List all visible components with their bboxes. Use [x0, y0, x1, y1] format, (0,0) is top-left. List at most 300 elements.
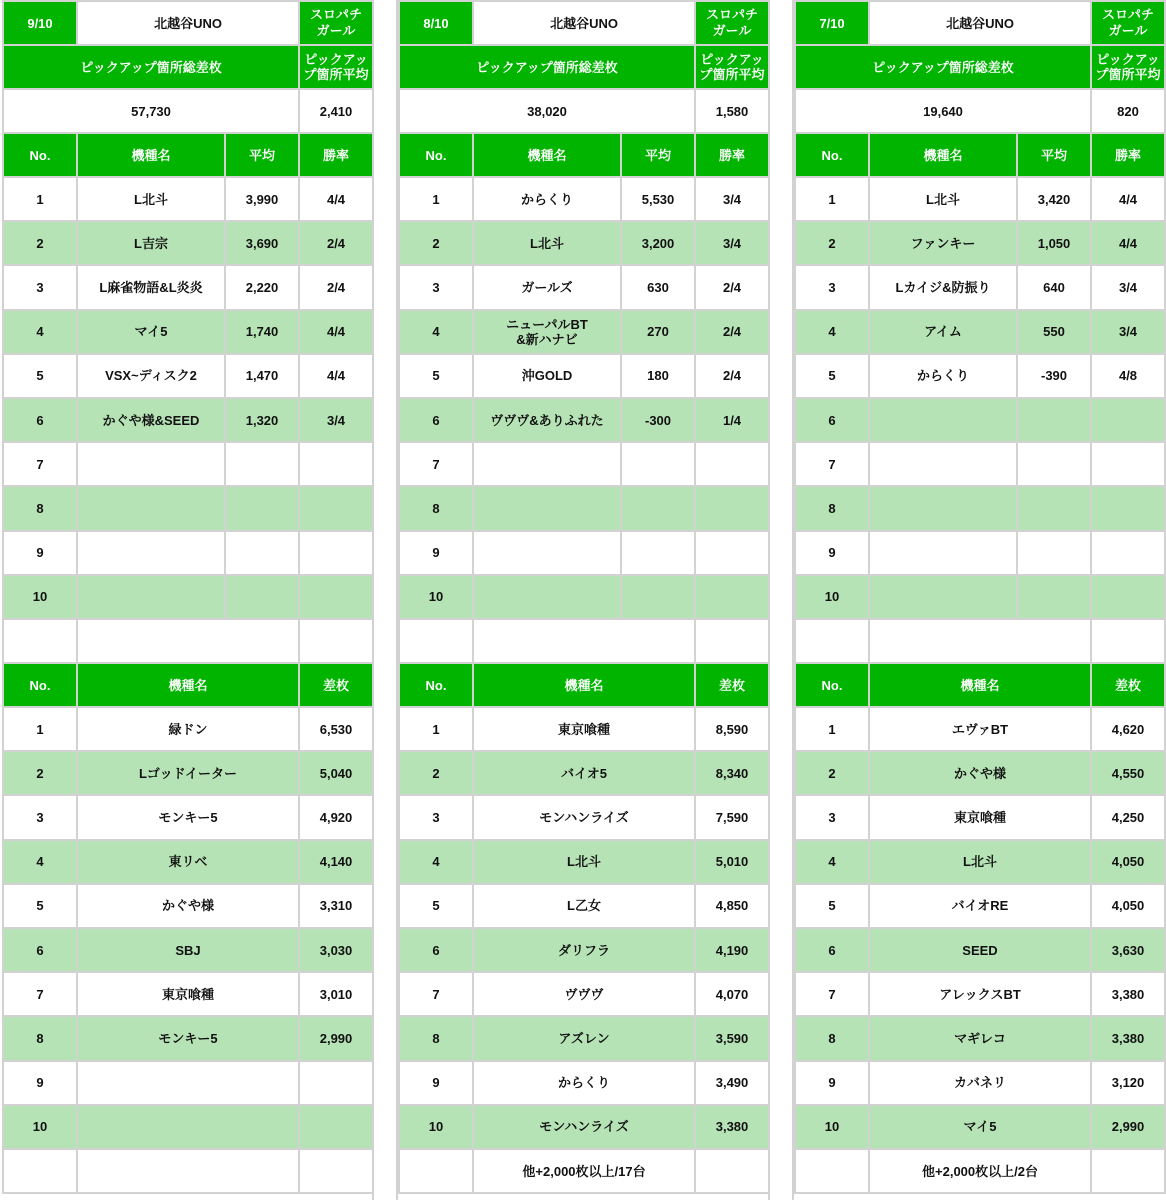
row-diff-text: 2,990	[319, 1030, 353, 1046]
col-no-header	[3, 663, 77, 707]
table-row	[399, 442, 769, 486]
row-no	[3, 972, 77, 1016]
row-no-text: 2	[36, 235, 44, 251]
row-no-text: 6	[432, 942, 440, 958]
row-diff	[299, 1016, 373, 1060]
row-diff-text: 4,050	[1111, 854, 1145, 870]
row-no-text: 2	[828, 765, 836, 781]
footer-note	[77, 1149, 299, 1193]
row-no-text: 8	[828, 1030, 836, 1046]
table-row	[3, 265, 373, 309]
row-winrate	[299, 442, 373, 486]
row-model	[473, 398, 621, 442]
table-row	[795, 486, 1165, 530]
row-no	[795, 1105, 869, 1149]
col-model-header-text: 機種名	[564, 677, 604, 693]
row-no	[3, 442, 77, 486]
row-model-text: L吉宗	[134, 235, 168, 251]
row-avg	[1017, 575, 1091, 619]
spacer-cell	[1091, 619, 1165, 663]
pickup-avg-value	[695, 89, 769, 133]
date-badge	[795, 1, 869, 45]
row-no-text: 1	[432, 721, 440, 737]
row-no-text: 10	[32, 589, 48, 605]
row-no	[399, 840, 473, 884]
date-badge	[3, 1, 77, 45]
row-model	[869, 398, 1017, 442]
footer-spacer	[1091, 1149, 1165, 1193]
pickup-avg-header	[299, 45, 373, 89]
row-no-text: 7	[432, 986, 440, 1002]
table-row	[795, 354, 1165, 398]
row-model	[77, 531, 225, 575]
store-name-text: 北越谷UNO	[154, 15, 222, 31]
table-row	[399, 310, 769, 354]
table-row	[3, 575, 373, 619]
row-diff-text: 4,620	[1111, 721, 1145, 737]
row-no	[795, 177, 869, 221]
row-model	[869, 442, 1017, 486]
row-winrate	[299, 531, 373, 575]
row-no	[399, 442, 473, 486]
row-model-text: VSX~ディスク2	[105, 368, 197, 384]
pickup-total-header	[3, 45, 299, 89]
pickup-table-header	[399, 133, 769, 177]
row-no-text: 7	[828, 456, 836, 472]
footer-spacer	[795, 1149, 869, 1193]
table-row	[3, 354, 373, 398]
row-avg-text: 3,990	[245, 191, 279, 207]
table-row	[795, 398, 1165, 442]
row-no	[3, 221, 77, 265]
panel-separator	[372, 0, 398, 1200]
col-diff-header	[299, 663, 373, 707]
col-model-header	[869, 133, 1017, 177]
row-no	[3, 310, 77, 354]
row-winrate	[299, 486, 373, 530]
row-winrate-text: 3/4	[722, 235, 742, 251]
col-no-header-text: No.	[821, 147, 843, 163]
row-model-text: L北斗	[134, 191, 168, 207]
row-avg-text: 1,050	[1037, 235, 1071, 251]
row-no	[399, 221, 473, 265]
date-badge	[399, 1, 473, 45]
row-avg	[1017, 354, 1091, 398]
row-avg	[621, 531, 695, 575]
row-winrate-text: 2/4	[326, 235, 346, 251]
row-diff	[695, 707, 769, 751]
pickup-total-value	[3, 89, 299, 133]
row-diff-text: 4,920	[319, 810, 353, 826]
row-winrate	[1091, 265, 1165, 309]
row-no	[399, 928, 473, 972]
row-model	[869, 884, 1091, 928]
row-no-text: 9	[432, 1075, 440, 1091]
row-avg	[1017, 398, 1091, 442]
row-no-text: 7	[828, 986, 836, 1002]
row-diff-text: 4,070	[715, 986, 749, 1002]
table-row	[3, 1105, 373, 1149]
row-avg-text: 3,420	[1037, 191, 1071, 207]
row-winrate-text: 4/8	[1118, 368, 1138, 384]
row-avg	[225, 575, 299, 619]
row-avg-text: 3,200	[641, 235, 675, 251]
row-model	[869, 751, 1091, 795]
row-no-text: 5	[36, 368, 44, 384]
table-row	[399, 486, 769, 530]
row-model	[473, 442, 621, 486]
row-model-text: L北斗	[530, 235, 564, 251]
row-diff-text: 3,380	[715, 1119, 749, 1135]
row-model	[473, 751, 695, 795]
row-diff	[695, 1061, 769, 1105]
row-diff	[695, 795, 769, 839]
row-model	[869, 486, 1017, 530]
row-model-text: バイオ5	[561, 765, 607, 781]
row-no	[795, 795, 869, 839]
pickup-total-header	[795, 45, 1091, 89]
row-model	[473, 884, 695, 928]
table-row	[399, 398, 769, 442]
row-model	[473, 1061, 695, 1105]
row-no-text: 6	[36, 942, 44, 958]
row-no-text: 6	[432, 412, 440, 428]
row-diff-text: 8,590	[715, 721, 749, 737]
row-diff	[1091, 1016, 1165, 1060]
row-no-text: 9	[432, 545, 440, 561]
row-no	[399, 795, 473, 839]
row-no	[399, 575, 473, 619]
row-model	[869, 221, 1017, 265]
pickup-value-row	[795, 89, 1165, 133]
spacer-cell	[869, 619, 1091, 663]
row-no	[3, 1061, 77, 1105]
row-model-text: エヴァBT	[951, 721, 1009, 737]
row-avg	[621, 398, 695, 442]
row-no-text: 9	[828, 1075, 836, 1091]
row-winrate-text: 4/4	[326, 324, 346, 340]
row-no	[3, 751, 77, 795]
row-avg-text: 270	[647, 324, 669, 340]
day-panel	[794, 0, 1164, 1194]
pickup-avg-header-text: ピックアップ箇所平均	[1095, 52, 1161, 82]
row-winrate-text: 3/4	[1118, 324, 1138, 340]
row-winrate	[695, 442, 769, 486]
table-row	[399, 972, 769, 1016]
table-row	[795, 795, 1165, 839]
row-model-text: Lカイジ&防振り	[895, 279, 991, 295]
row-no	[3, 928, 77, 972]
row-no	[795, 486, 869, 530]
row-winrate	[1091, 177, 1165, 221]
row-avg	[1017, 486, 1091, 530]
row-avg-text: 3,690	[245, 235, 279, 251]
row-avg	[621, 221, 695, 265]
row-no-text: 3	[432, 810, 440, 826]
pickup-header-row	[399, 45, 769, 89]
row-model	[869, 265, 1017, 309]
pickup-table-header	[795, 133, 1165, 177]
row-no	[3, 531, 77, 575]
row-model	[77, 221, 225, 265]
row-model	[77, 486, 225, 530]
row-model-text: バイオRE	[951, 898, 1009, 914]
row-diff	[695, 1105, 769, 1149]
row-model-text: ファンキー	[910, 235, 976, 251]
pickup-total-value	[399, 89, 695, 133]
row-winrate-text: 3/4	[326, 412, 346, 428]
col-no-header-text: No.	[29, 147, 51, 163]
table-row	[3, 884, 373, 928]
row-avg	[1017, 221, 1091, 265]
row-model	[77, 575, 225, 619]
row-model	[77, 928, 299, 972]
table-row	[399, 840, 769, 884]
spacer-cell	[77, 619, 299, 663]
footer-row	[3, 1149, 373, 1193]
row-no-text: 4	[828, 854, 836, 870]
date-badge-text: 7/10	[819, 15, 845, 31]
row-diff-text: 3,490	[715, 1075, 749, 1091]
day-panel	[398, 0, 768, 1194]
table-row	[399, 221, 769, 265]
row-avg	[225, 310, 299, 354]
row-model-text: ダリフラ	[558, 942, 611, 958]
row-no-text: 4	[36, 324, 44, 340]
row-model	[869, 795, 1091, 839]
row-avg	[1017, 442, 1091, 486]
row-no	[3, 884, 77, 928]
row-no-text: 1	[828, 721, 836, 737]
col-model-header-text: 機種名	[168, 677, 208, 693]
row-no-text: 4	[828, 324, 836, 340]
row-model-text: モンキー5	[158, 810, 218, 826]
row-winrate	[299, 310, 373, 354]
col-avg-header-text: 平均	[645, 147, 672, 163]
row-diff	[299, 1105, 373, 1149]
row-model	[77, 442, 225, 486]
pickup-total-value	[795, 89, 1091, 133]
row-winrate-text: 2/4	[722, 368, 742, 384]
top-table-header	[795, 663, 1165, 707]
row-avg-text: 1,470	[245, 368, 279, 384]
row-no	[399, 354, 473, 398]
row-no	[3, 575, 77, 619]
row-no-text: 8	[36, 500, 44, 516]
row-no-text: 10	[32, 1119, 48, 1135]
row-winrate	[1091, 575, 1165, 619]
row-model	[77, 1061, 299, 1105]
row-no	[399, 707, 473, 751]
col-diff-header-text: 差枚	[1115, 677, 1142, 693]
row-no	[3, 840, 77, 884]
table-row	[3, 840, 373, 884]
row-winrate-text: 3/4	[1118, 279, 1138, 295]
pickup-avg-value	[1091, 89, 1165, 133]
table-row	[3, 972, 373, 1016]
row-model	[473, 928, 695, 972]
table-row	[399, 707, 769, 751]
pickup-total-header-text: ピックアップ箇所総差枚	[80, 59, 222, 75]
row-no	[399, 531, 473, 575]
footer-note-text: 他+2,000枚以上/2台	[922, 1163, 1038, 1179]
row-model	[473, 265, 621, 309]
store-name	[869, 1, 1091, 45]
row-avg-text: -390	[1040, 368, 1068, 384]
row-no	[3, 1016, 77, 1060]
row-winrate	[695, 575, 769, 619]
pickup-total-header-text: ピックアップ箇所総差枚	[476, 59, 618, 75]
row-model	[869, 928, 1091, 972]
row-avg-text: 550	[1043, 324, 1065, 340]
col-model-header	[473, 663, 695, 707]
row-avg	[621, 177, 695, 221]
table-row	[3, 707, 373, 751]
col-avg-header	[225, 133, 299, 177]
row-no-text: 10	[824, 1119, 840, 1135]
col-no-header-text: No.	[29, 677, 51, 693]
row-winrate	[299, 221, 373, 265]
table-row	[399, 795, 769, 839]
row-no-text: 1	[828, 191, 836, 207]
row-diff	[695, 751, 769, 795]
row-no-text: 2	[432, 235, 440, 251]
row-avg	[225, 486, 299, 530]
table-row	[3, 442, 373, 486]
row-no-text: 9	[36, 545, 44, 561]
row-diff-text: 3,030	[319, 942, 353, 958]
row-model	[869, 1016, 1091, 1060]
footer-spacer	[399, 1149, 473, 1193]
row-model	[77, 795, 299, 839]
row-model-text: カバネリ	[954, 1075, 1007, 1091]
col-diff-header	[695, 663, 769, 707]
row-diff	[1091, 1061, 1165, 1105]
row-no-text: 5	[432, 898, 440, 914]
row-diff	[299, 751, 373, 795]
table-row	[399, 1061, 769, 1105]
row-model-text: からくり	[520, 191, 573, 207]
table-row	[399, 1105, 769, 1149]
col-model-header	[473, 133, 621, 177]
pickup-total-value-text: 57,730	[131, 103, 171, 119]
col-avg-header-text: 平均	[1041, 147, 1068, 163]
day-panel	[2, 0, 372, 1194]
row-avg	[225, 442, 299, 486]
table-row	[795, 751, 1165, 795]
row-model	[473, 177, 621, 221]
row-no	[399, 884, 473, 928]
row-winrate	[299, 265, 373, 309]
row-no-text: 10	[824, 589, 840, 605]
row-model	[869, 1105, 1091, 1149]
row-no	[795, 884, 869, 928]
store-name	[77, 1, 299, 45]
row-avg-text: 640	[1043, 279, 1065, 295]
panel-separator	[768, 0, 794, 1200]
row-no	[399, 486, 473, 530]
col-no-header	[795, 663, 869, 707]
col-model-header	[77, 133, 225, 177]
row-diff	[1091, 707, 1165, 751]
row-diff-text: 4,850	[715, 898, 749, 914]
row-no	[795, 575, 869, 619]
row-model	[473, 795, 695, 839]
row-no	[795, 751, 869, 795]
table-row	[3, 1061, 373, 1105]
col-winrate-header-text: 勝率	[323, 147, 350, 163]
spacer-cell	[3, 619, 77, 663]
table-row	[3, 177, 373, 221]
row-no	[795, 265, 869, 309]
title-row	[3, 1, 373, 45]
table-row	[3, 398, 373, 442]
row-diff-text: 3,630	[1111, 942, 1145, 958]
row-diff-text: 3,590	[715, 1030, 749, 1046]
col-no-header	[3, 133, 77, 177]
row-diff-text: 3,380	[1111, 1030, 1145, 1046]
row-no-text: 9	[828, 545, 836, 561]
row-no	[399, 1105, 473, 1149]
table-row	[795, 972, 1165, 1016]
row-no-text: 5	[432, 368, 440, 384]
store-name-text: 北越谷UNO	[550, 15, 618, 31]
row-model-text: 東京喰種	[954, 810, 1007, 826]
spacer-row	[399, 619, 769, 663]
footer-spacer	[3, 1149, 77, 1193]
col-model-header-text: 機種名	[527, 147, 567, 163]
row-avg	[1017, 310, 1091, 354]
row-no-text: 2	[828, 235, 836, 251]
row-model-text: かぐや様&SEED	[102, 412, 200, 428]
row-winrate	[1091, 354, 1165, 398]
row-avg	[621, 486, 695, 530]
row-winrate	[695, 398, 769, 442]
tag-badge-text: スロパチ ガール	[310, 7, 363, 38]
pickup-total-header	[399, 45, 695, 89]
footer-spacer	[695, 1149, 769, 1193]
row-avg	[1017, 177, 1091, 221]
row-diff	[299, 928, 373, 972]
table-row	[399, 884, 769, 928]
row-no-text: 2	[432, 765, 440, 781]
row-diff	[299, 972, 373, 1016]
row-model	[77, 1105, 299, 1149]
col-diff-header-text: 差枚	[323, 677, 350, 693]
table-row	[3, 221, 373, 265]
table-row	[399, 1016, 769, 1060]
row-model-text: ヴヴヴ&ありふれた	[490, 412, 604, 428]
row-diff-text: 3,310	[319, 898, 353, 914]
pickup-avg-value-text: 820	[1117, 103, 1139, 119]
row-model	[77, 265, 225, 309]
row-diff-text: 4,140	[319, 854, 353, 870]
row-no-text: 8	[432, 500, 440, 516]
row-model-text: SBJ	[175, 942, 201, 958]
pickup-avg-header	[1091, 45, 1165, 89]
row-avg	[621, 575, 695, 619]
row-no-text: 7	[36, 456, 44, 472]
footer-row	[399, 1149, 769, 1193]
row-winrate	[695, 177, 769, 221]
table-row	[3, 531, 373, 575]
row-winrate	[299, 575, 373, 619]
col-model-header-text: 機種名	[960, 677, 1000, 693]
col-model-header	[77, 663, 299, 707]
row-avg	[225, 531, 299, 575]
ranking-table	[794, 0, 1166, 1194]
spacer-row	[795, 619, 1165, 663]
